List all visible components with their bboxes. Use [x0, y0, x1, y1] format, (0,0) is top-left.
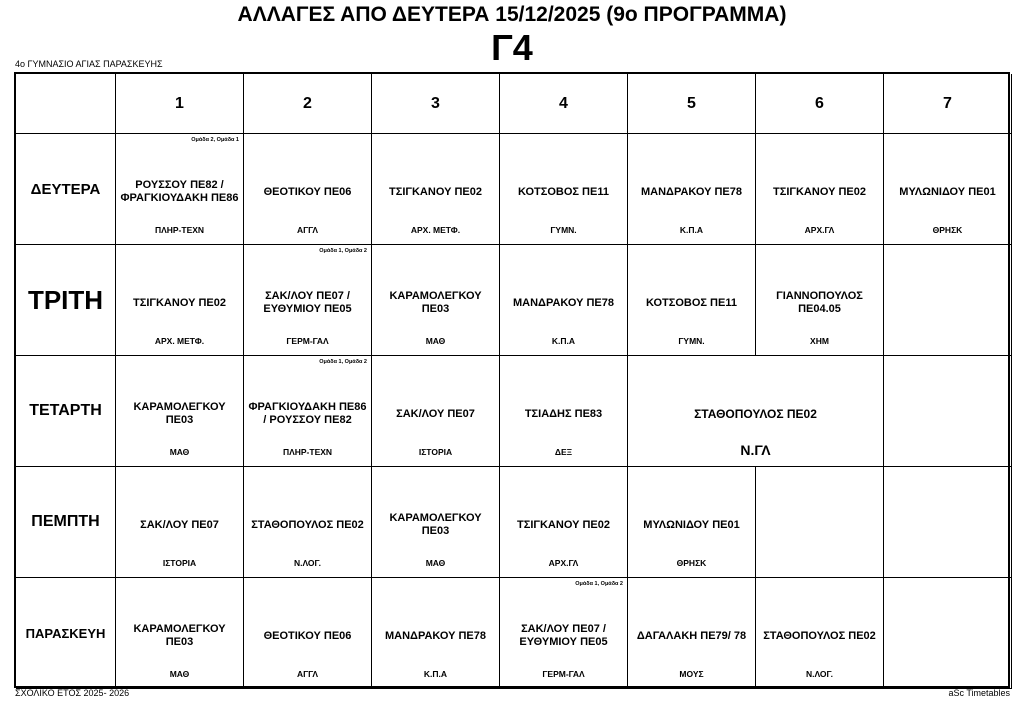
period-header: 7: [884, 74, 1012, 134]
lesson-subject: ΜΑΘ: [425, 558, 446, 568]
lesson-teacher: ΡΟΥΣΣΟΥ ΠΕ82 / ΦΡΑΓΚΙΟΥΔΑΚΗ ΠΕ86: [120, 179, 239, 204]
period-header: 4: [500, 74, 628, 134]
lesson-cell[interactable]: [628, 578, 756, 689]
lesson-teacher: ΤΣΙΓΚΑΝΟΥ ΠΕ02: [133, 296, 226, 309]
lesson-subject: Ν.ΓΛ: [740, 442, 771, 458]
lesson-cell[interactable]: [628, 356, 884, 467]
lesson-subject: Κ.Π.Α: [423, 669, 448, 679]
lesson-teacher: ΣΑΚ/ΛΟΥ ΠΕ07: [140, 518, 219, 531]
lesson-subject: ΑΡΧ.ΓΛ: [804, 225, 835, 235]
lesson-cell[interactable]: [500, 467, 628, 578]
lesson-teacher: ΣΑΚ/ΛΟΥ ΠΕ07: [396, 407, 475, 420]
lesson-teacher: ΓΙΑΝΝΟΠΟΥΛΟΣ ΠΕ04.05: [776, 290, 863, 315]
lesson-cell[interactable]: [500, 245, 628, 356]
timetable-grid: [14, 72, 1010, 688]
lesson-cell[interactable]: [500, 578, 628, 689]
lesson-subject: ΜΑΘ: [169, 669, 190, 679]
lesson-cell[interactable]: [244, 245, 372, 356]
lesson-groups: Ομάδα 1, Ομάδα 2: [319, 359, 367, 365]
lesson-cell[interactable]: [628, 134, 756, 245]
lesson-subject: ΑΡΧ.ΓΛ: [548, 558, 579, 568]
lesson-subject: Ν.ΛΟΓ.: [805, 669, 834, 679]
empty-cell: [884, 467, 1012, 578]
lesson-teacher: ΤΣΙΓΚΑΝΟΥ ΠΕ02: [773, 185, 866, 198]
lesson-cell[interactable]: [372, 467, 500, 578]
lesson-cell[interactable]: [244, 356, 372, 467]
lesson-subject: ΓΕΡΜ-ΓΑΛ: [542, 669, 585, 679]
lesson-teacher: ΚΑΡΑΜΟΛΕΓΚΟΥ ΠΕ03: [389, 512, 482, 537]
lesson-subject: Κ.Π.Α: [551, 336, 576, 346]
lesson-subject: ΓΥΜΝ.: [678, 336, 705, 346]
period-header: 5: [628, 74, 756, 134]
lesson-cell[interactable]: [628, 245, 756, 356]
empty-cell: [884, 356, 1012, 467]
lesson-subject: ΜΟΥΣ: [679, 669, 704, 679]
lesson-teacher: ΚΑΡΑΜΟΛΕΓΚΟΥ ΠΕ03: [133, 623, 226, 648]
software-credit: aSc Timetables: [948, 688, 1010, 698]
lesson-cell[interactable]: [372, 245, 500, 356]
lesson-teacher: ΣΑΚ/ΛΟΥ ΠΕ07 / ΕΥΘΥΜΙΟΥ ΠΕ05: [263, 290, 352, 315]
period-header: 3: [372, 74, 500, 134]
lesson-subject: Κ.Π.Α: [679, 225, 704, 235]
lesson-subject: ΓΥΜΝ.: [550, 225, 577, 235]
lesson-cell[interactable]: [116, 467, 244, 578]
lesson-cell[interactable]: [244, 467, 372, 578]
lesson-subject: Ν.ΛΟΓ.: [293, 558, 322, 568]
lesson-teacher: ΚΑΡΑΜΟΛΕΓΚΟΥ ΠΕ03: [389, 290, 482, 315]
lesson-cell[interactable]: [244, 578, 372, 689]
lesson-subject: ΠΛΗΡ-ΤΕΧΝ: [282, 447, 333, 457]
period-header: 1: [116, 74, 244, 134]
empty-cell: [756, 467, 884, 578]
lesson-cell[interactable]: [756, 134, 884, 245]
day-label: ΤΕΤΑΡΤΗ: [16, 356, 116, 467]
lesson-subject: ΘΡΗΣΚ: [676, 558, 707, 568]
lesson-subject: ΧΗΜ: [810, 336, 829, 346]
lesson-cell[interactable]: [372, 578, 500, 689]
lesson-teacher: ΔΑΓΑΛΑΚΗ ΠΕ79/ 78: [636, 629, 747, 642]
lesson-teacher: ΜΥΛΩΝΙΔΟΥ ΠΕ01: [899, 185, 996, 198]
lesson-subject: ΔΕΞ: [554, 447, 573, 457]
day-label: ΔΕΥΤΕΡΑ: [16, 134, 116, 245]
lesson-subject: ΑΓΓΛ: [296, 669, 319, 679]
lesson-cell[interactable]: [116, 578, 244, 689]
lesson-subject: ΠΛΗΡ-ΤΕΧΝ: [154, 225, 205, 235]
lesson-groups: Ομάδα 2, Ομάδα 1: [191, 137, 239, 143]
lesson-teacher: ΜΑΝΔΡΑΚΟΥ ΠΕ78: [640, 185, 743, 198]
lesson-subject: ΜΑΘ: [425, 336, 446, 346]
day-label: ΠΕΜΠΤΗ: [16, 467, 116, 578]
lesson-teacher: ΘΕΟΤΙΚΟΥ ΠΕ06: [263, 629, 352, 642]
lesson-subject: ΑΡΧ. ΜΕΤΦ.: [410, 225, 461, 235]
lesson-cell[interactable]: [116, 134, 244, 245]
lesson-teacher: ΣΑΚ/ΛΟΥ ΠΕ07 / ΕΥΘΥΜΙΟΥ ΠΕ05: [519, 623, 608, 648]
lesson-teacher: ΘΕΟΤΙΚΟΥ ΠΕ06: [263, 185, 352, 198]
day-label: ΠΑΡΑΣΚΕΥΗ: [16, 578, 116, 689]
class-name: Γ4: [491, 27, 533, 68]
lesson-teacher: ΜΑΝΔΡΑΚΟΥ ΠΕ78: [384, 629, 487, 642]
empty-cell: [884, 578, 1012, 689]
lesson-teacher: ΤΣΙΓΚΑΝΟΥ ΠΕ02: [517, 518, 610, 531]
lesson-teacher: ΣΤΑΘΟΠΟΥΛΟΣ ΠΕ02: [763, 629, 876, 642]
school-name: 4ο ΓΥΜΝΑΣΙΟ ΑΓΙΑΣ ΠΑΡΑΣΚΕΥΗΣ: [15, 59, 163, 69]
lesson-subject: ΙΣΤΟΡΙΑ: [162, 558, 197, 568]
corner-cell: [16, 74, 116, 134]
lesson-teacher: ΤΣΙΑΔΗΣ ΠΕ83: [524, 407, 603, 420]
lesson-cell[interactable]: [116, 356, 244, 467]
page-title: ΑΛΛΑΓΕΣ ΑΠΟ ΔΕΥΤΕΡΑ 15/12/2025 (9ο ΠΡΟΓΡΑΜΜΑ): [237, 3, 787, 26]
lesson-teacher: ΣΤΑΘΟΠΟΥΛΟΣ ΠΕ02: [694, 406, 817, 421]
lesson-cell[interactable]: [372, 356, 500, 467]
lesson-teacher: ΜΑΝΔΡΑΚΟΥ ΠΕ78: [512, 296, 615, 309]
lesson-teacher: ΚΟΤΣΟΒΟΣ ΠΕ11: [646, 296, 737, 309]
lesson-groups: Ομάδα 1, Ομάδα 2: [319, 248, 367, 254]
lesson-subject: ΓΕΡΜ-ΓΑΛ: [286, 336, 329, 346]
lesson-cell[interactable]: [756, 578, 884, 689]
lesson-cell[interactable]: [756, 245, 884, 356]
lesson-teacher: ΚΟΤΣΟΒΟΣ ΠΕ11: [518, 185, 609, 198]
lesson-subject: ΑΡΧ. ΜΕΤΦ.: [154, 336, 205, 346]
lesson-teacher: ΤΣΙΓΚΑΝΟΥ ΠΕ02: [389, 185, 482, 198]
day-label: ΤΡΙΤΗ: [16, 245, 116, 356]
period-header: 6: [756, 74, 884, 134]
lesson-cell[interactable]: [116, 245, 244, 356]
lesson-cell[interactable]: [500, 134, 628, 245]
empty-cell: [884, 245, 1012, 356]
lesson-cell[interactable]: [500, 356, 628, 467]
lesson-cell[interactable]: [884, 134, 1012, 245]
lesson-subject: ΜΑΘ: [169, 447, 190, 457]
period-header: 2: [244, 74, 372, 134]
lesson-teacher: ΜΥΛΩΝΙΔΟΥ ΠΕ01: [643, 518, 740, 531]
lesson-teacher: ΚΑΡΑΜΟΛΕΓΚΟΥ ΠΕ03: [133, 401, 226, 426]
lesson-cell[interactable]: [372, 134, 500, 245]
lesson-subject: ΙΣΤΟΡΙΑ: [418, 447, 453, 457]
lesson-subject: ΘΡΗΣΚ: [932, 225, 963, 235]
lesson-teacher: ΣΤΑΘΟΠΟΥΛΟΣ ΠΕ02: [251, 518, 364, 531]
school-year: ΣΧΟΛΙΚΟ ΕΤΟΣ 2025- 2026: [15, 688, 130, 698]
lesson-cell[interactable]: [628, 467, 756, 578]
lesson-groups: Ομάδα 1, Ομάδα 2: [575, 581, 623, 587]
lesson-teacher: ΦΡΑΓΚΙΟΥΔΑΚΗ ΠΕ86 / ΡΟΥΣΣΟΥ ΠΕ82: [248, 401, 367, 426]
lesson-subject: ΑΓΓΛ: [296, 225, 319, 235]
lesson-cell[interactable]: [244, 134, 372, 245]
